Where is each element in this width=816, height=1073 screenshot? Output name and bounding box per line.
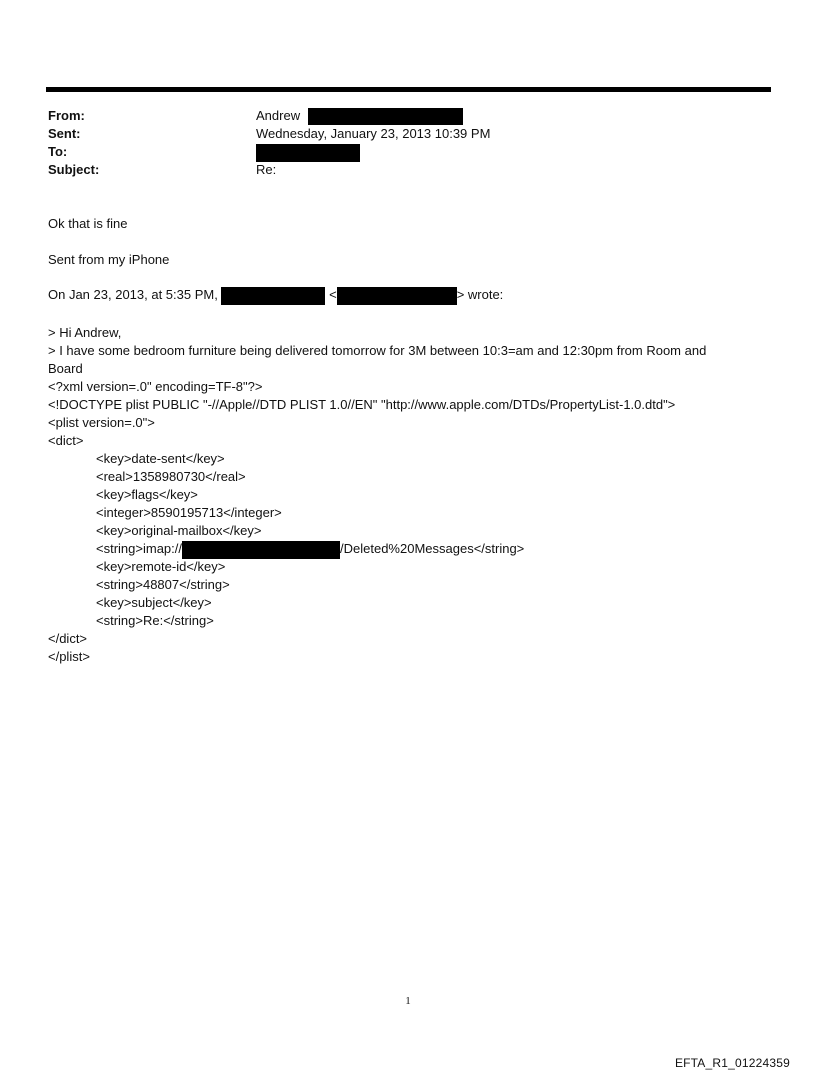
imap-prefix: <string>imap:// — [96, 541, 182, 556]
signature-line: Sent from my iPhone — [48, 252, 170, 267]
to-row — [48, 143, 748, 161]
signature — [48, 251, 768, 269]
plist-line: <key>subject</key> — [96, 595, 212, 610]
to-label: To: — [48, 144, 68, 159]
plist-line: <key>date-sent</key> — [96, 451, 225, 466]
quoted-line: Board — [48, 361, 83, 376]
plist-line: <string>48807</string> — [96, 577, 230, 592]
attribution-line — [48, 286, 768, 304]
attribution-lt: < — [329, 287, 337, 302]
plist-line: <key>remote-id</key> — [96, 559, 226, 574]
redaction-block — [308, 108, 463, 125]
page-number: 1 — [405, 995, 411, 1007]
attribution-suffix: > wrote: — [456, 287, 504, 302]
subject-label: Subject: — [48, 162, 100, 177]
plist-line — [48, 540, 768, 558]
plist-line: <plist version=.0"> — [48, 415, 155, 430]
redaction-block — [337, 287, 457, 305]
from-label: From: — [48, 108, 85, 123]
from-row — [48, 107, 748, 125]
plist-line: <?xml version=.0" encoding=TF-8"?> — [48, 379, 263, 394]
plist-line: <string>Re:</string> — [96, 613, 214, 628]
quoted-line: > I have some bedroom furniture being delivered tomorrow for 3M between 10:3=am and 12:30pm from Room and — [48, 343, 707, 358]
plist-line: <key>original-mailbox</key> — [96, 523, 262, 538]
redaction-block — [256, 144, 360, 162]
plist-line: <!DOCTYPE plist PUBLIC "-//Apple//DTD PLIST 1.0//EN" "http://www.apple.com/DTDs/PropertyList-1.0.dtd"> — [48, 397, 676, 412]
from-name: Andrew — [256, 108, 301, 123]
quoted-line: > Hi Andrew, — [48, 325, 122, 340]
header-rule — [46, 87, 771, 92]
redaction-block — [182, 541, 340, 559]
plist-line: </plist> — [48, 649, 90, 664]
email-header — [48, 107, 748, 179]
message-line: Ok that is fine — [48, 216, 128, 231]
imap-suffix: /Deleted%20Messages</string> — [340, 541, 525, 556]
redaction-block — [221, 287, 325, 305]
subject-value: Re: — [256, 162, 277, 177]
quote-attribution — [48, 286, 768, 304]
sent-label: Sent: — [48, 126, 81, 141]
plist-line: <key>flags</key> — [96, 487, 198, 502]
plist-line: </dict> — [48, 631, 88, 646]
document-id: EFTA_R1_01224359 — [674, 1056, 790, 1070]
quoted-message — [48, 324, 768, 666]
plist-line: <integer>8590195713</integer> — [96, 505, 282, 520]
from-value — [256, 107, 463, 125]
attribution-prefix: On Jan 23, 2013, at 5:35 PM, — [48, 287, 218, 302]
subject-row — [48, 161, 748, 179]
to-value — [256, 143, 360, 162]
message-body — [48, 215, 768, 233]
plist-line: <real>1358980730</real> — [96, 469, 246, 484]
sent-value: Wednesday, January 23, 2013 10:39 PM — [256, 126, 491, 141]
sent-row — [48, 125, 748, 143]
plist-line: <dict> — [48, 433, 84, 448]
